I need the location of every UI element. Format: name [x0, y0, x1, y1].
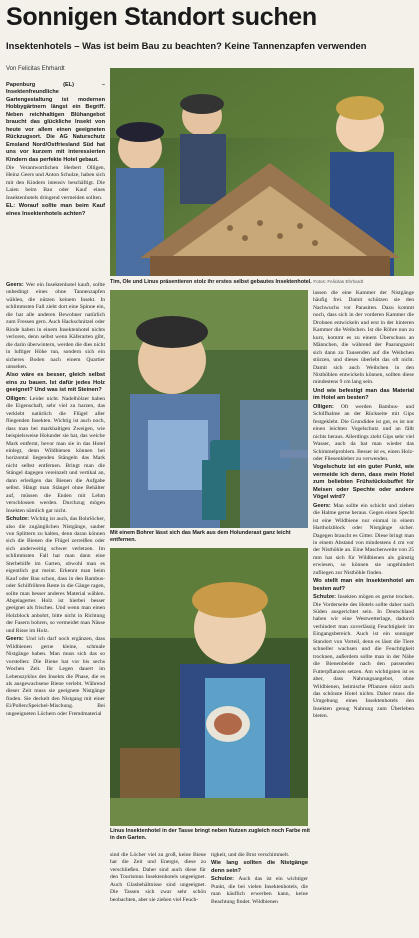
speaker-name: Olligen: — [313, 403, 341, 410]
paragraph-text: Wichtig ist auch, das Bohrlöcher, also die zugänglichen Nistgänge, sauber von Splittern zu halten, denn daran können sich die Bienen die Flügel zerreißen oder sich anderweitig schwer verletzen. Im schlimmsten Fall hat man dann eine Sterbehilfe im Garten, obwohl man es eigentlich gut meint. Erkennt man beim Kauf oder Bau schon, dass in den Bambus- oder Schilfröhren Reste in die Gänge ragen, sollte man besser anderes Material wählen. Abgelagertes Holz ist hierbei besser geeignet als frisches. Und wenn man einen Holzblock anbohrt, bitte nicht in Richtung der Fasern bohren, so vermeidet man Nässe und Risse im Holz. — [6, 516, 105, 634]
photo-drill — [110, 290, 308, 528]
photo-linus-cup-image — [110, 548, 308, 826]
photo1-caption — [110, 278, 414, 286]
headline: Sonnigen Standort suchen — [6, 3, 317, 31]
photo3-caption: Linus Insektenhotel in der Tasse bringt neben Nutzen zugleich noch Farbe mit in den Garten. — [110, 828, 310, 841]
interview-question: Und wie befestigt man das Material im Hotel am besten? — [313, 387, 414, 402]
intro-column — [6, 82, 105, 282]
photo-linus-cup — [110, 548, 308, 826]
paragraph-text: Wer ein Insektenhotel kauft, sollte unbedingt eines ohne Tannenzapfen wählen, die nützen keinem Insekt. In schlimmsten Fall zieht dort eine Spinne ein, die hat alle anderen Bewohner natürlich zum Fressen gern. Auch Hackschnitzel oder Rinde haben in einem Insektenhotel nichts verloren, denn selbst wenn Käferarten gibt, die darin überwintern, werden die dies nicht in luftiger Höhe tun, sondern sich ein sicheres Boden nach einem Quartier umsehen. — [6, 282, 105, 370]
dateline: Papenburg (EL) — [6, 82, 75, 88]
byline: Von Felicitas Ehrhardt — [6, 66, 65, 72]
article-paragraph: sind die Löcher viel zu groß, keine Biene hat die Zeit und Energie, diese zu verschließen. Daher sind auch diese für den Tourismus Insektenhotels ungeeignet. Auch Glasbehältnisse sind ungeeignet. Die Tassen sich zwar sehr schön beobachten, aber sie ziehen viel Feuch- — [110, 852, 206, 903]
interview-question: Also wäre es besser, gleich selbst eins zu bauen. Ist dafür jedes Holz geeignet? Und was ist mit Steinen? — [6, 372, 105, 394]
article-paragraph — [313, 594, 414, 721]
interview-question: Wie lang sollten die Nistgänge denn sein? — [211, 860, 308, 874]
interview-question: Vogelschutz ist ein guter Punkt, wie vermeide ich denn, dass mein Hotel zum beliebten Frühstücksbuffet für Meisen oder Spechte oder andere Vögel wird? — [313, 464, 414, 501]
article-paragraph — [313, 404, 414, 464]
article-paragraph — [6, 282, 105, 371]
bottom-column-1 — [110, 852, 206, 936]
subheadline: Insektenhotels – Was ist beim Bau zu beachten? Keine Tannenzapfen verwenden — [6, 40, 367, 51]
photo-kids-insect-hotel — [110, 68, 414, 276]
interview-question: EL: Worauf sollte man beim Kauf eines Insektenhotels achten? — [6, 203, 105, 217]
speaker-name: Schulze: — [211, 876, 239, 883]
photo1-caption-text: Tim, Ole und Linus präsentieren stolz ihr erstes selbst gebautes Insektenhotel. — [110, 279, 312, 285]
intro-text: – Insektenfreundliche Gartengestaltung ist modernen Hobbygärtnern längst ein Begriff. Neben reichhaltigen Blühangebot braucht das glückliche Insekt von heute vor allem einen geeigneten Rückzugsort. Die AG Naturschutz Emsland Nord/Ostfriesland Süd hat uns vor kurzem mit interessierten Kindern das perfekte Hotel gebaut. — [6, 82, 105, 163]
speaker-name: Schulze: — [313, 594, 338, 601]
speaker-name: Schulze: — [6, 516, 31, 523]
column-1-lower — [6, 282, 105, 932]
paragraph-text: Insekten mögen es gerne trocken. Die Vorderseite des Hotels sollte daher nach Süden ausgerichtet sein. In Deutschland haben wir eine Westwetterlage, dadurch verhindert man zuverlässig Feuchtigkeit im Eingangsbereich. Auch ist ein sonniger Standort von Vorteil, denn es lässt die Tiere schneller wachsen und die Feuchtigkeit trocknen, außerdem sollte man in der Nähe die Bienenbeide nach den passenden Futterpflanzen setzen. Am wichtigsten ist es aber, dass Nahrungsangebot, ohne Wildbienen, heimische Pflanzen nützt auch das schönste Hotel nichts. Daher muss die Umgebung eines Insektenhotels den Insekten genug Nahrung zum Überleben bieten. — [313, 594, 414, 720]
article-paragraph — [211, 876, 308, 906]
photo1-credit: Fotos: Felicitas Ehrhardt — [313, 279, 364, 284]
speaker-name: Geers: — [313, 502, 334, 509]
speaker-name: Geers: — [6, 282, 26, 288]
paragraph-text: Man sollte ein schicht und ziehen die Halme gerne heraus. Gegen einen Specht ist eine Wildbiene nur einmal in einem Hartholzblock oder Nistgänge sicher. Dagegen braucht es Gitter. Diese bringt man in einem Abstand von mindestens 4 cm vor der Nisthöhle an. Eine Maschenweite von 25 mm hat sich für Wildbienen als günstig erwiesen, so können sie ungehindert zufliegen zur Nisthöhle finden. — [313, 502, 414, 576]
paragraph-text: Oft werden Bambus- und Schilfhalme an der Rückseite mit Gips festgeklebt. Die Grundidee ist gut, es ist nur einen leichten Vogelschutz und an fällt nichts heraus. Allerdings zieht Gips sehr viel Wasser, auch da hat man wieder das Schimmelproblem. Besser ist es, einen Holz- oder Fliesenkleber zu verwenden. — [313, 403, 414, 462]
article-paragraph — [6, 516, 105, 635]
article-paragraph: Die Verantwortlichen Herbert Olligen, Heinz Geers und Anton Schulze, haben sich mit den Kindern intensiv beschäftigt. Die Laien beim Bau oder Kauf eines Insektenhotels dringend vermeiden sollten. — [6, 164, 105, 201]
article-paragraph: tigkeit, und die Brut verschimmelt. — [211, 852, 290, 858]
photo-kids-insect-hotel-image — [110, 68, 414, 276]
speaker-name: Geers: — [6, 636, 27, 643]
paragraph-text: Auch das ist ein wichtiger Punkt, die bei vielen Insektenhotels, die man käuflich erwerben kann, keine Beachtung findet. Wildbienen — [211, 876, 308, 905]
column-1 — [6, 165, 105, 218]
paragraph-text: Leider nicht. Nadelhölzer haben die Eigenschaft, sehr viel zu harzen, das verklebt natürlich die Flügel aller fliegenden Insekten. Wichtig ist auch noch, dass man bei markhaltigen Zweigen, wie beispielsweise Holunder sie hat, das weiche Mark entfernt, bevor man sie in das Hotel einlegt, denn Wildbienen können bei horizontal liegenden Stängeln das Mark nicht selbst entfernen. Bringt man die Stängel dagegen vereinzelt und vertikal an, dann erledigen das Bienen die Aufgabe selbst. Hängt man Stängel ohne Behälter auf, müssen die Enden mit Lehm verschlossen werden. Durchzug mögen Insekten nämlich gar nicht. — [6, 395, 105, 514]
photo2-caption: Mit einem Bohrer lässt sich das Mark aus dem Holunderast ganz leicht entfernen. — [110, 530, 291, 543]
column-3 — [313, 290, 414, 934]
article-paragraph — [313, 503, 414, 578]
interview-question: Wo stellt man ein Insektenhotel am besten auf? — [313, 578, 414, 592]
paragraph-text: Und ich darf noch ergänzen, dass Wildbienen gerne kleine, schmale Nistgänge haben. Man muss sich das so vorstellen: Die Biene hat vor bis sechs Wochen Zeit. Ihr Legen dauert im Lebenszyklus des Insekts die Phase, die es als ausgewachsene Biene verlebt. Während dieser Zeit muss sie geeignete Nistgänge finden. Sie deckelt den Nistgang mit einer Ei/Pollen/Speichel-Mischung. Bei ungeeigneten Löchern oder Fremdmaterial — [6, 636, 105, 717]
bottom-column-2 — [211, 852, 308, 936]
article-paragraph — [6, 636, 105, 718]
article-paragraph — [313, 290, 414, 387]
speaker-name: Olligen: — [6, 395, 30, 402]
photo-drill-image — [110, 290, 308, 528]
paragraph-text: lassen die eine Kammer der Nistgänge häufig frei. Damit schützen sie den Nachwuchs vor Parasiten. Dazu kommt noch, dass sich in der vorderen Kammer die Drohnen entwickeln und erst in der hinteren Kammer die Weibchen. Ist die Röhre nun zu kurz, kommt es zu einem Überschuss an Männchen, die während der Paarungszeit sich dann zu Tausenden auf die Weibchen stürzen, und dieses überlebt das oft nicht. Damit sich auch Weibchen in den Nisthöhlen entwickeln können, sollten diese mindestens 9 cm lang sein. — [313, 290, 414, 386]
article-paragraph — [6, 396, 105, 515]
